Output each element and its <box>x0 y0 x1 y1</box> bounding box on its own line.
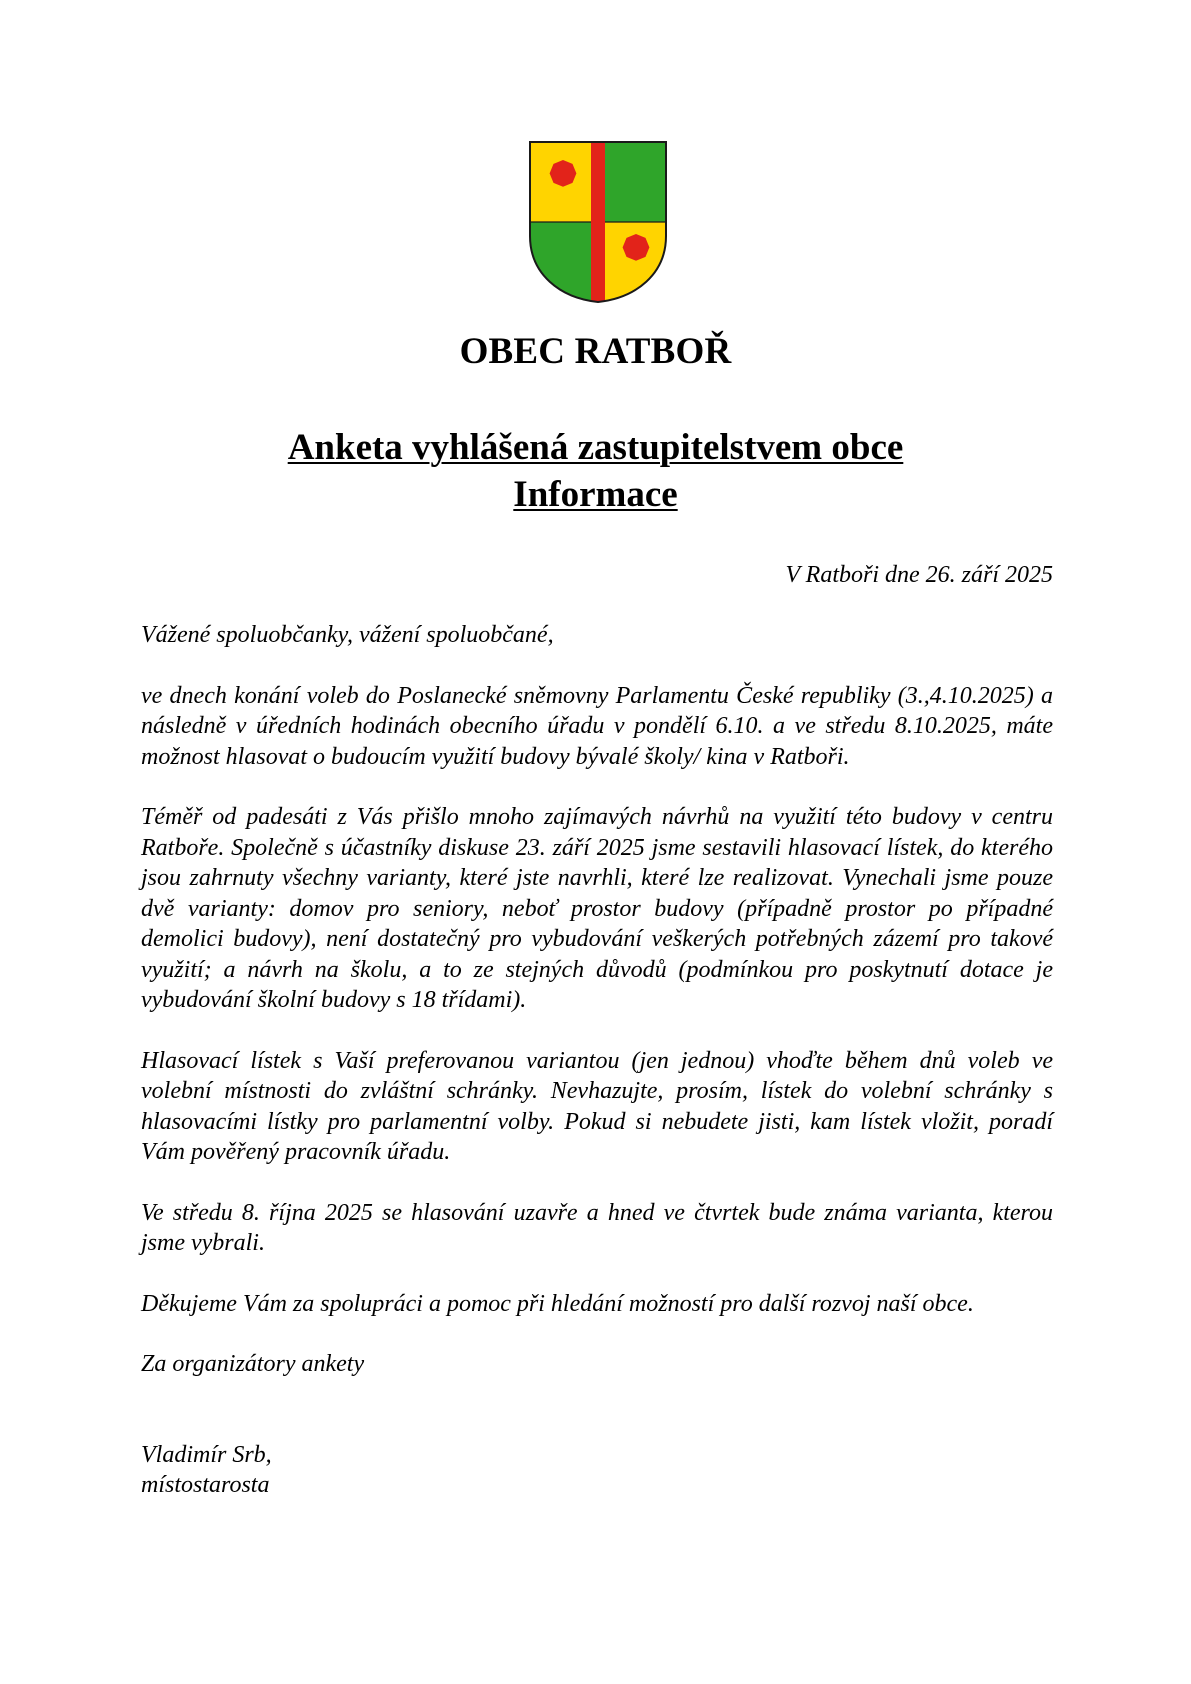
letter-body <box>141 620 1053 1501</box>
signatory-role: místostarosta <box>141 1472 270 1498</box>
signatory-name: Vladimír Srb, <box>141 1441 272 1468</box>
letter-date: V Ratboři dne 26. září 2025 <box>785 562 1053 588</box>
paragraph-proposals: Téměř od padesáti z Vás přišlo mnoho zajímavých návrhů na využití této budovy v centru Ratboře. Společně s účastníky diskuse 23. září 2025 jsme sestavili hlasovací lístek, do kterého jsou zahrnuty všechny varianty, které jste navrhli, které lze realizovat. Vynechali jsme pouze dvě varianty: domov pro seniory, neboť prostor budovy (případně prostor po případné demolici budovy), není dostatečný pro vybudování veškerých potřebných zázemí pro takové využití; a návrh na školu, a to ze stejných důvodů (podmínkou pro poskytnutí dotace je vybudování školní budovy s 18 třídami). <box>141 804 1053 1013</box>
paragraph-voting-dates: ve dnech konání voleb do Poslanecké sněmovny Parlamentu České republiky (3.,4.10.2025) a následně v úředních hodinách obecního úřadu v pondělí 6.10. a ve středu 8.10.2025, máte možnost hlasovat o budoucím využití budovy bývalé školy/ kina v Ratboři. <box>141 682 1053 770</box>
heading-line-2: Informace <box>513 474 678 515</box>
document-heading <box>0 424 1191 518</box>
paragraph-ballot-instructions: Hlasovací lístek s Vaší preferovanou variantou (jen jednou) vhoďte během dnů voleb ve volební místnosti do zvláštní schránky. Nevhazujte, prosím, lístek do volební schránky s hlasovacími lístky pro parlamentní volby. Pokud si nebudete jisti, kam lístek vložit, poradí Vám pověřený pracovník úřadu. <box>141 1047 1053 1165</box>
municipal-coat-of-arms-icon <box>528 140 668 304</box>
paragraph-thanks: Děkujeme Vám za spolupráci a pomoc při hledání možností pro další rozvoj naší obce. <box>141 1290 974 1317</box>
paragraph-results: Ve středu 8. října 2025 se hlasování uzavře a hned ve čtvrtek bude známa varianta, kterou jsme vybrali. <box>141 1199 1053 1256</box>
heading-line-1: Anketa vyhlášená zastupitelstvem obce <box>287 427 904 468</box>
salutation: Vážené spoluobčanky, vážení spoluobčané, <box>141 622 554 648</box>
closing-line: Za organizátory ankety <box>141 1351 365 1377</box>
org-title: OBEC RATBOŘ <box>459 331 732 372</box>
